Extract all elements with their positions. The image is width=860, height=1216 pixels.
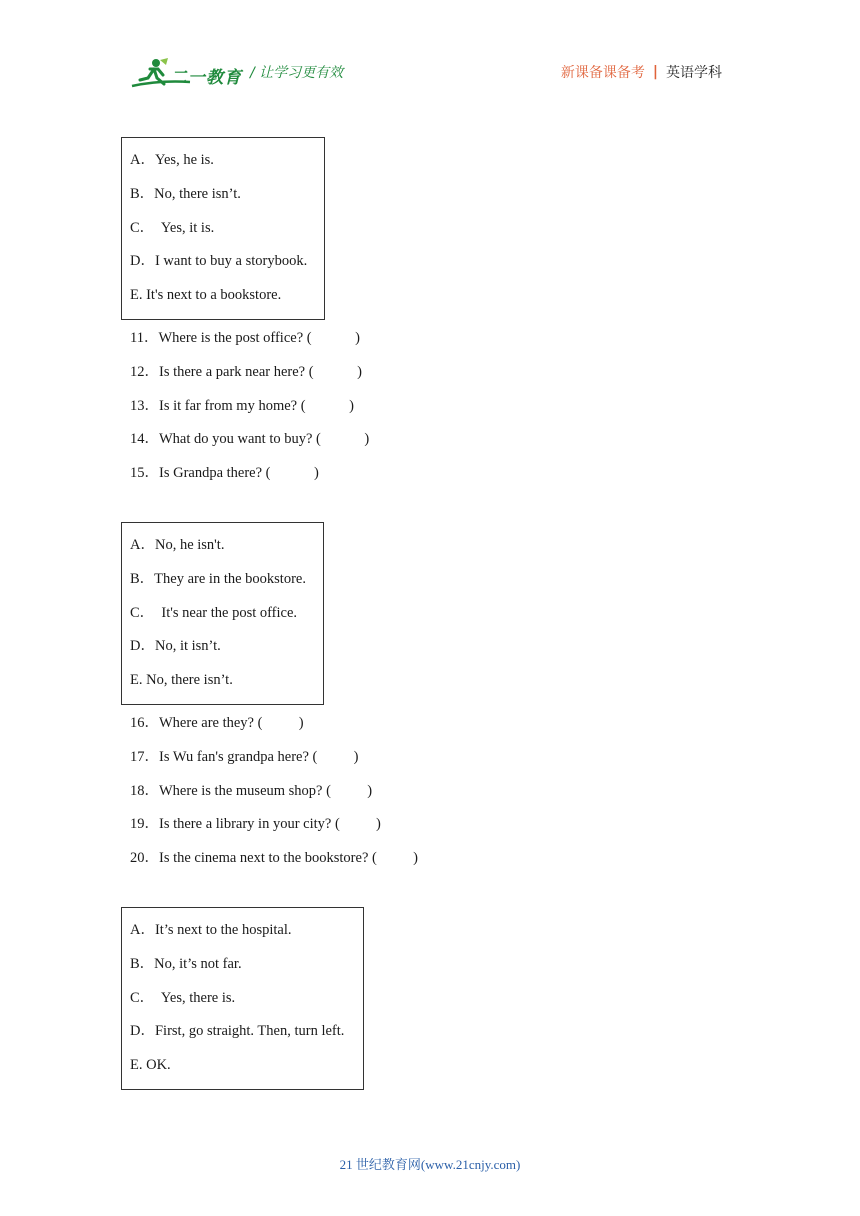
question-14: 14．What do you want to buy? ( ) [130,431,370,448]
questions-list-2 [130,713,418,882]
option-d: D．First, go straight. Then, turn left. [130,1023,345,1040]
option-b: B．No, it’s not far. [130,955,242,972]
header-right [561,62,722,82]
exam-label: 新课备课备考 [560,65,645,81]
options-box-1 [121,137,325,320]
option-e: E. No, there isn’t. [130,672,233,689]
option-c: C． It's near the post office. [130,604,298,621]
option-d: D．No, it isn’t. [130,638,221,655]
option-a: A．Yes, he is. [130,152,214,168]
option-c: C． Yes, there is. [130,989,236,1006]
option-d: D．I want to buy a storybook. [130,253,308,270]
question-12: 12．Is there a park near here? ( ) [130,363,362,380]
question-19: 19．Is there a library in your city? ( ) [130,816,381,833]
option-e: E. OK. [130,1057,171,1074]
options-box-3 [121,907,364,1090]
header-separator: | [652,64,658,80]
question-16: 16．Where are they? ( ) [130,715,304,731]
option-b: B．They are in the bookstore. [130,570,306,587]
question-20: 20．Is the cinema next to the bookstore? ( ) [130,850,418,867]
slogan: / 让学习更有效 [250,65,344,81]
question-18: 18．Where is the museum shop? ( ) [130,782,373,799]
footer: 21 世纪教育网(www.21cnjy.com) [339,1157,521,1172]
option-b: B．No, there isn’t. [130,185,241,202]
option-e: E. It's next to a bookstore. [130,287,282,304]
option-c: C． Yes, it is. [130,219,215,236]
subject-label: 英语学科 [666,65,722,81]
question-15: 15．Is Grandpa there? ( ) [130,465,319,482]
option-a: A．No, he isn't. [130,537,225,553]
question-13: 13．Is it far from my home? ( ) [130,397,354,414]
logo-text: 二一教育 [170,68,242,88]
question-17: 17．Is Wu fan's grandpa here? ( ) [130,748,359,765]
page-header [0,0,860,100]
question-11: 11．Where is the post office? ( ) [130,330,360,346]
option-a: A．It’s next to the hospital. [130,922,292,938]
options-box-2 [121,522,324,705]
questions-list-1 [130,328,369,497]
